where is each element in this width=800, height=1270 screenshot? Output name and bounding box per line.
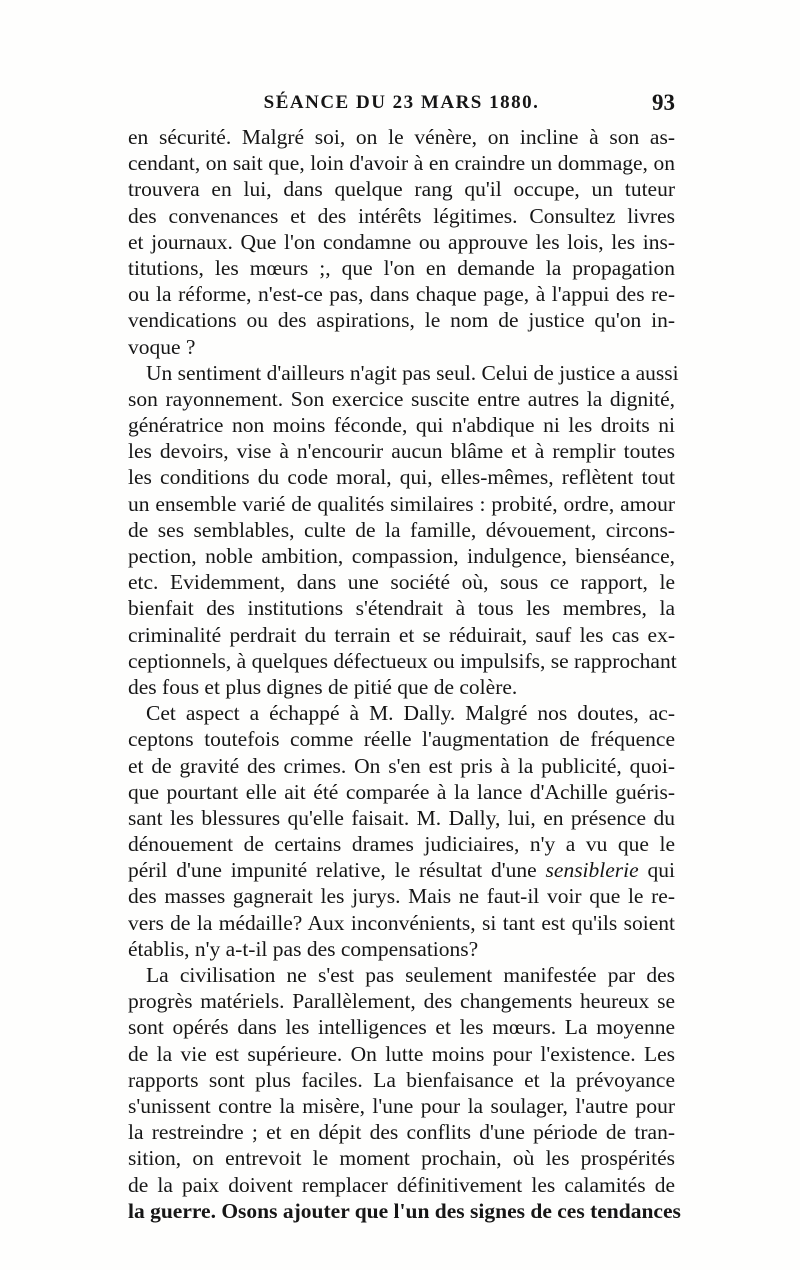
text-line: vendications ou des aspirations, le nom de justice qu'on in- xyxy=(128,308,675,333)
text-line: un ensemble varié de qualités similaires : probité, ordre, amour xyxy=(128,491,675,516)
text-line: s'unissent contre la misère, l'une pour la soulager, l'autre pour xyxy=(128,1093,675,1118)
text-line: Cet aspect a échappé à M. Dally. Malgré nos doutes, ac- xyxy=(146,701,675,726)
text-line: dénouement de certains drames judiciaires, n'y a vu que le xyxy=(128,832,675,857)
running-head: SÉANCE DU 23 MARS 1880. xyxy=(263,92,540,113)
text-line: sont opérés dans les intelligences et les mœurs. La moyenne xyxy=(128,1015,675,1040)
text-line: et journaux. Que l'on condamne ou approuve les lois, les ins- xyxy=(128,229,675,254)
text-line: ceptionnels, à quelques défectueux ou impulsifs, se rapprochant xyxy=(128,648,677,673)
text-line: établis, n'y a-t-il pas des compensations? xyxy=(128,936,479,961)
text-line: etc. Evidemment, dans une société où, sous ce rapport, le xyxy=(128,570,675,595)
page-number: 93 xyxy=(652,90,675,115)
text-line: les conditions du code moral, qui, elles-mêmes, reflètent tout xyxy=(128,465,675,490)
text-line: progrès matériels. Parallèlement, des changements heureux se xyxy=(128,989,675,1014)
text-line: en sécurité. Malgré soi, on le vénère, on incline à son as- xyxy=(128,125,675,149)
text-line: rapports sont plus faciles. La bienfaisance et la prévoyance xyxy=(128,1067,675,1092)
text-line: la guerre. Osons ajouter que l'un des signes de ces tendances xyxy=(128,1198,681,1223)
text-line: ceptons toutefois comme réelle l'augmentation de fréquence xyxy=(128,727,675,752)
text-fragment: péril d'une impunité relative, le résultat d'une xyxy=(128,858,546,883)
text-line: la restreindre ; et en dépit des conflits d'une période de tran- xyxy=(128,1120,675,1145)
text-line: des fous et plus dignes de pitié que de colère. xyxy=(128,674,518,699)
text-line: titutions, les mœurs ;, que l'on en demande la propagation xyxy=(128,255,675,280)
text-line: que pourtant elle ait été comparée à la lance d'Achille guéris- xyxy=(128,779,675,804)
text-line: de ses semblables, culte de la famille, dévouement, circons- xyxy=(128,517,675,542)
text-line: Un sentiment d'ailleurs n'agit pas seul. Celui de justice a aussi xyxy=(146,360,679,385)
text-line: les devoirs, vise à n'encourir aucun blâme et à remplir toutes xyxy=(128,439,675,464)
body-text xyxy=(128,124,681,1224)
text-fragment: qui xyxy=(638,858,675,883)
text-line: pection, noble ambition, compassion, indulgence, bienséance, xyxy=(128,544,675,568)
text-line: La civilisation ne s'est pas seulement manifestée par des xyxy=(146,963,675,987)
text-line: ou la réforme, n'est-ce pas, dans chaque page, à l'appui des re- xyxy=(128,282,675,307)
text-line: de la paix doivent remplacer définitivement les calamités de xyxy=(128,1172,675,1197)
text-line: cendant, on sait que, loin d'avoir à en craindre un dommage, on xyxy=(128,151,675,176)
text-line: voque ? xyxy=(128,334,196,359)
text-line: et de gravité des crimes. On s'en est pris à la publicité, quoi- xyxy=(128,753,675,778)
page-header xyxy=(128,92,675,122)
text-line: trouvera en lui, dans quelque rang qu'il occupe, un tuteur xyxy=(128,177,675,202)
text-line: génératrice non moins féconde, qui n'abdique ni les droits ni xyxy=(128,413,675,438)
text-line: criminalité perdrait du terrain et se réduirait, sauf les cas ex- xyxy=(128,622,675,647)
text-line: des convenances et des intérêts légitimes. Consultez livres xyxy=(128,203,675,228)
text-line: vers de la médaille? Aux inconvénients, si tant est qu'ils soient xyxy=(128,910,675,935)
italic-word: sensiblerie xyxy=(545,858,639,883)
text-line: sition, on entrevoit le moment prochain, où les prospérités xyxy=(128,1146,675,1171)
text-line: des masses gagnerait les jurys. Mais ne faut-il voir que le re- xyxy=(128,884,675,909)
text-line: de la vie est supérieure. On lutte moins pour l'existence. Les xyxy=(128,1041,675,1066)
text-line-with-italic xyxy=(128,857,675,883)
text-line: sant les blessures qu'elle faisait. M. Dally, lui, en présence du xyxy=(128,805,675,830)
text-line: bienfait des institutions s'étendrait à tous les membres, la xyxy=(128,596,675,621)
text-line: son rayonnement. Son exercice suscite entre autres la dignité, xyxy=(128,386,675,411)
